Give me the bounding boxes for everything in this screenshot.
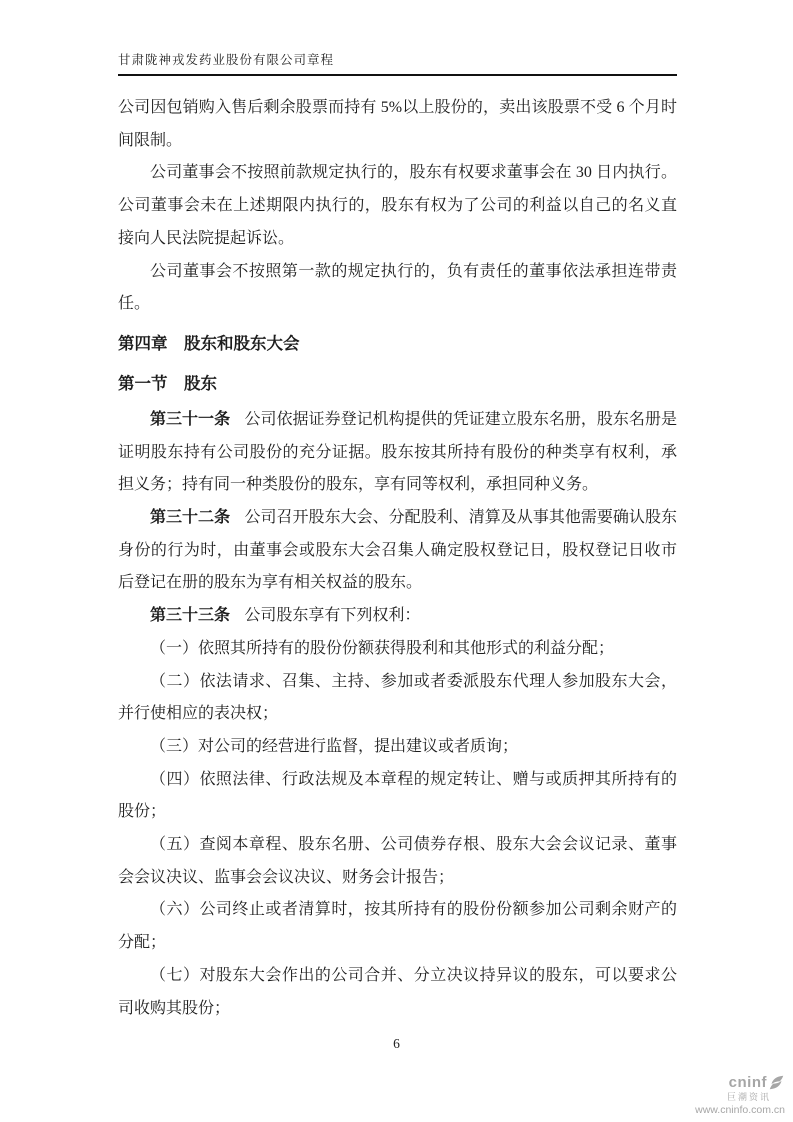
cninfo-swirl-icon <box>768 1074 785 1091</box>
article-32 <box>118 502 677 600</box>
list-item: （一）依照其所持有的股份份额获得股利和其他形式的利益分配； <box>150 639 615 657</box>
list-item: （六）公司终止或者清算时，按其所持有的股份份额参加公司剩余财产的分配； <box>118 901 677 952</box>
header-title: 甘肃陇神戎发药业股份有限公司章程 <box>118 53 335 67</box>
article-31 <box>118 404 677 502</box>
cninfo-caption: 巨潮资讯 <box>726 1092 771 1103</box>
document-body <box>118 92 677 1025</box>
paragraph: 公司因包销购入售后剩余股票而持有 5%以上股份的，卖出该股票不受 6 个月时间限制。 <box>118 99 677 149</box>
article-33-text: 公司股东享有下列权利： <box>244 607 421 625</box>
article-32-label: 第三十二条 <box>150 509 231 527</box>
page-number: 6 <box>393 1036 400 1051</box>
section-heading: 第一节 股东 <box>118 373 217 393</box>
article-31-text: 公司依据证券登记机构提供的凭证建立股东名册，股东名册是证明股东持有公司股份的充分证据。股东按其所持有股份的种类享有权利，承担义务；持有同一种类股份的股东，享有同等权利，承担同种义务。 <box>118 410 677 494</box>
list-item: （二）依法请求、召集、主持、参加或者委派股东代理人参加股东大会，并行使相应的表决权； <box>118 672 677 723</box>
cninfo-brand-row <box>695 1074 785 1091</box>
list-item: （七）对股东大会作出的公司合并、分立决议持异议的股东，可以要求公司收购其股份； <box>118 966 677 1017</box>
page-header <box>118 50 677 76</box>
list-item: （三）对公司的经营进行监督，提出建议或者质询； <box>150 737 519 755</box>
cninfo-url: www.cninfo.com.cn <box>695 1103 785 1116</box>
article-31-label: 第三十一条 <box>150 410 231 428</box>
cninfo-brand-text: cninf <box>728 1074 767 1091</box>
article-32-text: 公司召开股东大会、分配股利、清算及从事其他需要确认股东身份的行为时，由董事会或股东大会召集人确定股权登记日，股权登记日收市后登记在册的股东为享有相关权益的股东。 <box>118 509 677 592</box>
article-33-label: 第三十三条 <box>150 607 231 625</box>
header-divider <box>118 74 677 76</box>
article-33 <box>118 600 677 633</box>
paragraph: 公司董事会不按照第一款的规定执行的，负有责任的董事依法承担连带责任。 <box>118 262 677 313</box>
chapter-heading: 第四章 股东和股东大会 <box>118 333 300 353</box>
cninfo-logo <box>695 1074 785 1116</box>
paragraph: 公司董事会不按照前款规定执行的，股东有权要求董事会在 30 日内执行。公司董事会未在上述期限内执行的，股东有权为了公司的利益以自己的名义直接向人民法院提起诉讼。 <box>118 164 677 247</box>
list-item: （五）查阅本章程、股东名册、公司债券存根、股东大会会议记录、董事会会议决议、监事会会议决议、财务会计报告； <box>118 836 677 886</box>
list-item: （四）依照法律、行政法规及本章程的规定转让、赠与或质押其所持有的股份； <box>118 770 677 821</box>
